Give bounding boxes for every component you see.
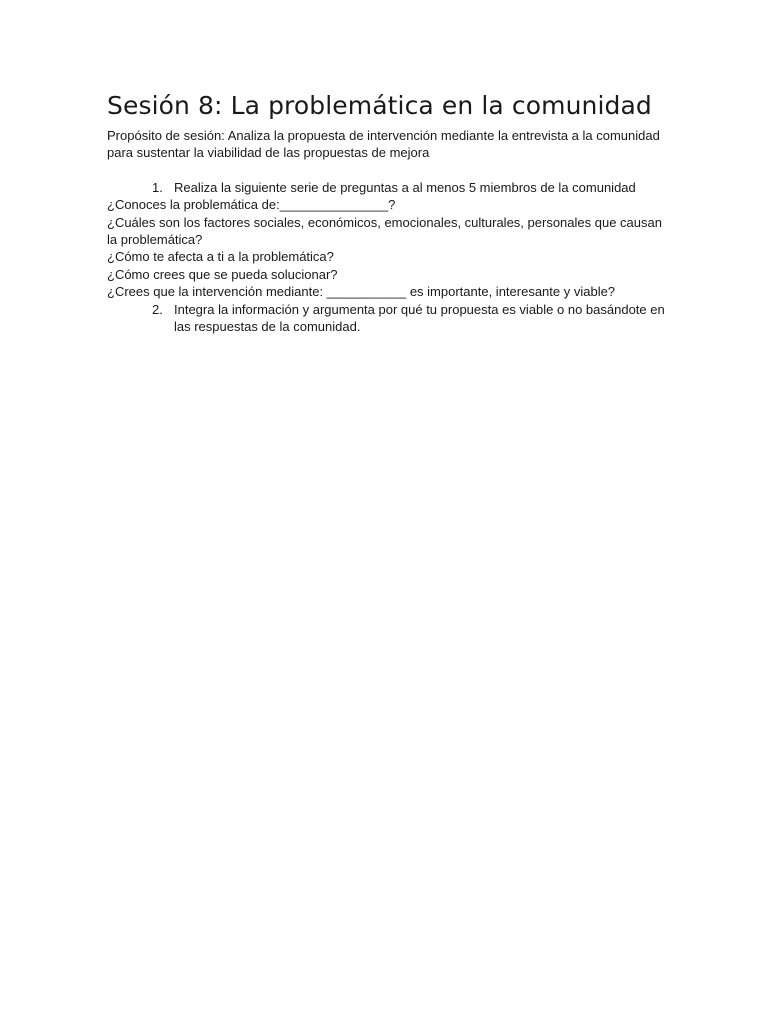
list-number-1: 1.: [152, 179, 163, 195]
question-5: ¿Crees que la intervención mediante: ___________ es importante, interesante y viable?: [107, 284, 616, 300]
list-item-1: [107, 179, 667, 196]
session-purpose: Propósito de sesión: Analiza la propuesta de intervención mediante la entrevista a la comunidad para sustentar la viabilidad de las propuestas de mejora: [107, 128, 660, 161]
page-title: Sesión 8: La problemática en la comunidad: [107, 91, 652, 120]
question-3: ¿Cómo te afecta a ti a la problemática?: [107, 249, 334, 265]
question-2: ¿Cuáles son los factores sociales, económicos, emocionales, culturales, personales que causan la problemática?: [107, 214, 662, 248]
list-text-1: Realiza la siguiente serie de preguntas a al menos 5 miembros de la comunidad: [174, 179, 636, 195]
document-page: [107, 86, 667, 335]
list-text-2: Integra la información y argumenta por qué tu propuesta es viable o no basándote en las respuestas de la comunidad.: [174, 301, 665, 335]
list-item-2: [107, 301, 667, 336]
question-4: ¿Cómo crees que se pueda solucionar?: [107, 266, 338, 282]
list-number-2: 2.: [152, 301, 163, 317]
question-1: ¿Conoces la problemática de:_______________?: [107, 197, 396, 213]
paragraph-spacer: [107, 162, 667, 179]
